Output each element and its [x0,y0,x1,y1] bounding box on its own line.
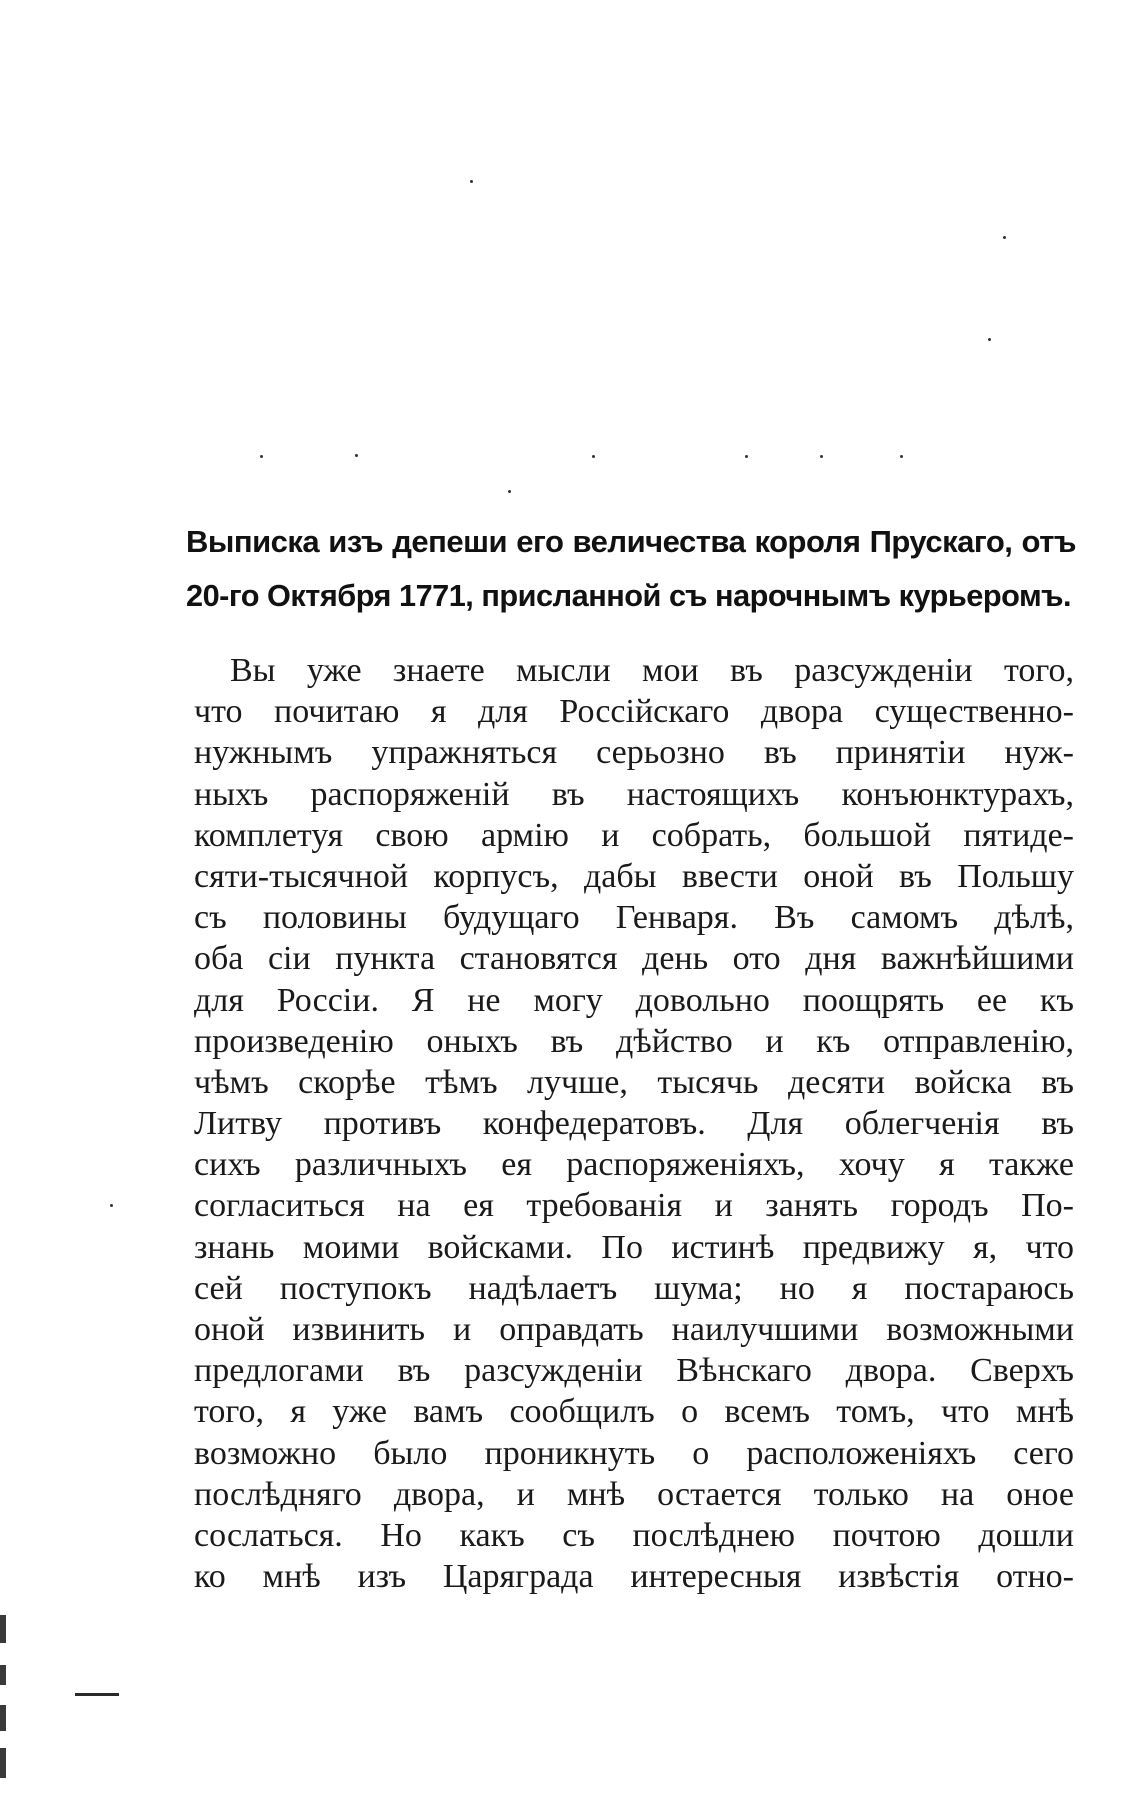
body-line: произведенію оныхъ въ дѣйство и къ отправленію, [194,1022,1074,1060]
scan-speck [820,455,823,458]
scan-speck [355,454,358,457]
body-line: Литву противъ конфедератовъ. Для облегченія въ [194,1105,1074,1143]
body-line: для Россіи. Я не могу довольно поощрять ее къ [194,981,1074,1019]
body-line: чѣмъ скорѣе тѣмъ лучше, тысячь десяти войска въ [194,1063,1074,1101]
body-line: сихъ различныхъ ея распоряженіяхъ, хочу я также [194,1146,1074,1184]
scan-speck [1003,236,1006,239]
dispatch-body [194,650,1074,1597]
body-line: предлогами въ разсужденіи Вѣнскаго двора. Сверхъ [194,1352,1074,1390]
body-line: возможно было проникнуть о расположеніяхъ сего [194,1434,1074,1472]
scan-speck [470,180,473,183]
margin-rule [75,1693,119,1696]
scan-edge-mark [0,1748,6,1778]
scan-edge-mark [0,1665,6,1685]
body-line: комплетуя свою армію и собрать, большой пятиде- [194,816,1074,854]
scan-speck [110,1204,113,1207]
body-line: сослаться. Но какъ съ послѣднею почтою дошли [194,1516,1074,1554]
body-line: оба сіи пункта становятся день ото дня важнѣйшими [194,940,1074,978]
body-line: согласиться на ея требованія и занять городъ По- [194,1187,1074,1225]
scan-speck [592,455,595,458]
body-line: того, я уже вамъ сообщилъ о всемъ томъ, что мнѣ [194,1393,1074,1431]
scan-edge-mark [0,1705,6,1731]
body-line: нужнымъ упражняться серьозно въ принятіи нуж- [194,734,1074,772]
scan-speck [988,338,991,341]
heading-line: Выписка изъ депеши его величества короля Прускаго, отъ [186,524,1076,559]
body-line: Вы уже знаете мысли мои въ разсужденіи того, [230,652,1074,689]
dispatch-heading [186,515,1076,623]
scan-speck [900,455,903,458]
body-line: ко мнѣ изъ Царяграда интересныя извѣстія отно- [194,1558,1074,1596]
body-line: оной извинить и оправдать наилучшими возможными [194,1311,1074,1348]
scan-speck [508,490,511,493]
body-line: знань моими войсками. По истинѣ предвижу я, что [194,1228,1074,1266]
body-line: сей поступокъ надѣлаетъ шума; но я постараюсь [194,1269,1074,1307]
body-line: съ половины будущаго Генваря. Въ самомъ дѣлѣ, [194,899,1074,937]
body-line: сяти-тысячной корпусъ, дабы ввести оной въ Польшу [194,857,1074,895]
heading-line: 20-го Октября 1771, присланной съ нарочнымъ курьеромъ. [186,578,1072,613]
scan-speck [745,455,748,458]
body-line: послѣдняго двора, и мнѣ остается только на оное [194,1475,1074,1513]
body-line: что почитаю я для Россійскаго двора существенно- [194,693,1074,731]
body-line: ныхъ распоряженій въ настоящихъ конъюнктурахъ, [194,775,1074,813]
scan-speck [260,455,263,458]
scan-edge-mark [0,1615,6,1643]
